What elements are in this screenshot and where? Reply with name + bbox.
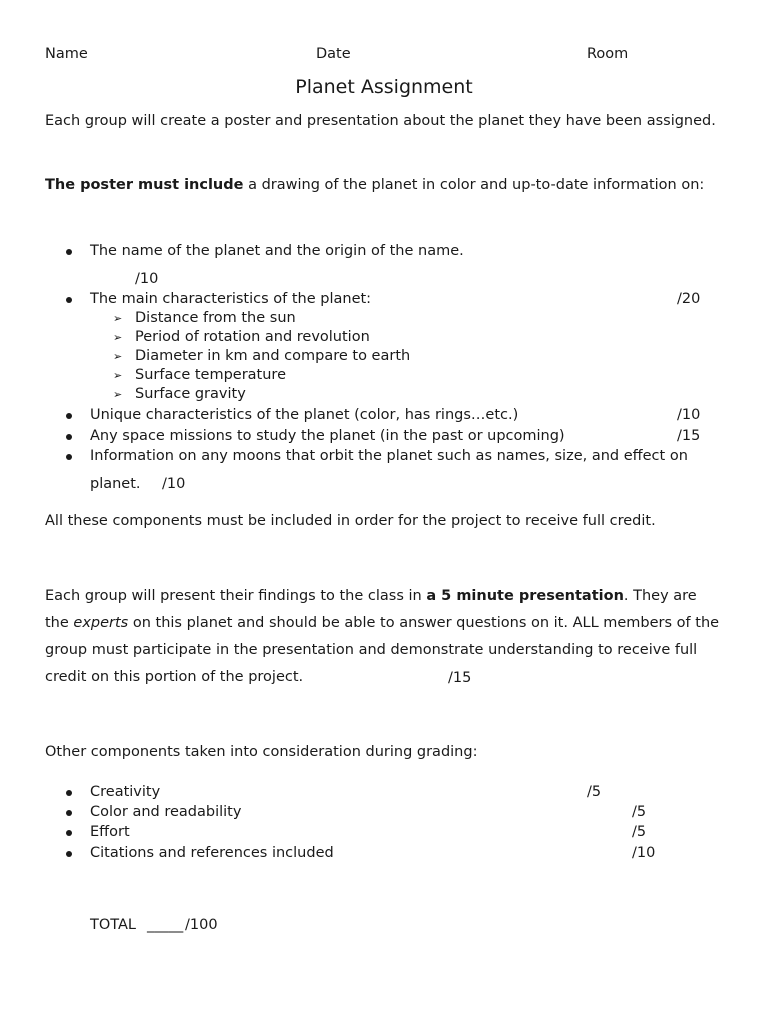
presentation-text-3: on this planet and should be able to answer questions on it. ALL members of the group must participate in the presentation and demonstrate understanding to receive full credit on this portion of the project. <box>45 615 720 685</box>
total-value: /100 <box>185 917 218 933</box>
arrow-bullet-icon: ➢ <box>113 331 123 344</box>
points-space-missions: /15 <box>677 428 701 444</box>
arrow-bullet-icon: ➢ <box>113 369 123 382</box>
points-creativity: /5 <box>587 784 602 800</box>
name-label: Name <box>45 46 88 62</box>
bullet-icon <box>66 413 74 421</box>
list-item-name-origin: The name of the planet and the origin of the name. <box>90 243 464 259</box>
poster-lead-bold: The poster must include <box>45 177 244 193</box>
bullet-icon <box>66 297 74 305</box>
total-label: TOTAL <box>90 917 136 933</box>
other-item-color-readability: Color and readability <box>90 804 242 820</box>
bullet-icon <box>66 830 74 838</box>
bullet-icon <box>66 434 74 442</box>
poster-requirements-paragraph <box>45 172 725 199</box>
list-item-main-characteristics: The main characteristics of the planet: <box>90 291 372 307</box>
full-credit-note: All these components must be included in order for the project to receive full credit. <box>45 513 656 529</box>
arrow-bullet-icon: ➢ <box>113 350 123 363</box>
presentation-text-1: Each group will present their findings to the class in <box>45 588 427 604</box>
other-item-creativity: Creativity <box>90 784 161 800</box>
list-item-unique-characteristics: Unique characteristics of the planet (color, has rings…etc.) <box>90 407 519 423</box>
list-item-moons: Information on any moons that orbit the planet such as names, size, and effect on <box>90 448 688 464</box>
points-color-readability: /5 <box>632 804 647 820</box>
points-effort: /5 <box>632 824 647 840</box>
bullet-icon <box>66 790 74 798</box>
arrow-bullet-icon: ➢ <box>113 312 123 325</box>
points-unique-characteristics: /10 <box>677 407 701 423</box>
points-presentation: /15 <box>448 670 472 686</box>
room-label: Room <box>587 46 629 62</box>
bullet-icon <box>66 454 74 462</box>
other-components-intro: Other components taken into consideration during grading: <box>45 744 478 760</box>
points-citations: /10 <box>632 845 656 861</box>
sub-item-gravity: Surface gravity <box>135 386 246 402</box>
presentation-paragraph <box>45 583 725 691</box>
total-blank: _____ <box>147 917 184 933</box>
other-item-effort: Effort <box>90 824 130 840</box>
poster-lead-rest: a drawing of the planet in color and up-to-date information on: <box>243 177 705 193</box>
arrow-bullet-icon: ➢ <box>113 388 123 401</box>
points-moons: /10 <box>162 476 186 492</box>
presentation-duration: a 5 minute presentation <box>426 588 624 604</box>
points-name-origin: /10 <box>135 271 159 287</box>
list-item-moons-continued: planet. <box>90 476 141 492</box>
intro-paragraph: Each group will create a poster and presentation about the planet they have been assigned. <box>45 113 716 129</box>
bullet-icon <box>66 810 74 818</box>
sub-item-distance: Distance from the sun <box>135 310 296 326</box>
presentation-text-2: . They are the <box>45 588 697 631</box>
bullet-icon <box>66 249 74 257</box>
points-main-characteristics: /20 <box>677 291 701 307</box>
presentation-experts: experts <box>73 615 129 631</box>
other-item-citations: Citations and references included <box>90 845 334 861</box>
date-label: Date <box>316 46 351 62</box>
list-item-space-missions: Any space missions to study the planet (in the past or upcoming) <box>90 428 565 444</box>
bullet-icon <box>66 851 74 859</box>
sub-item-temperature: Surface temperature <box>135 367 286 383</box>
sub-item-diameter: Diameter in km and compare to earth <box>135 348 411 364</box>
sub-item-rotation: Period of rotation and revolution <box>135 329 370 345</box>
page-title: Planet Assignment <box>295 76 473 98</box>
